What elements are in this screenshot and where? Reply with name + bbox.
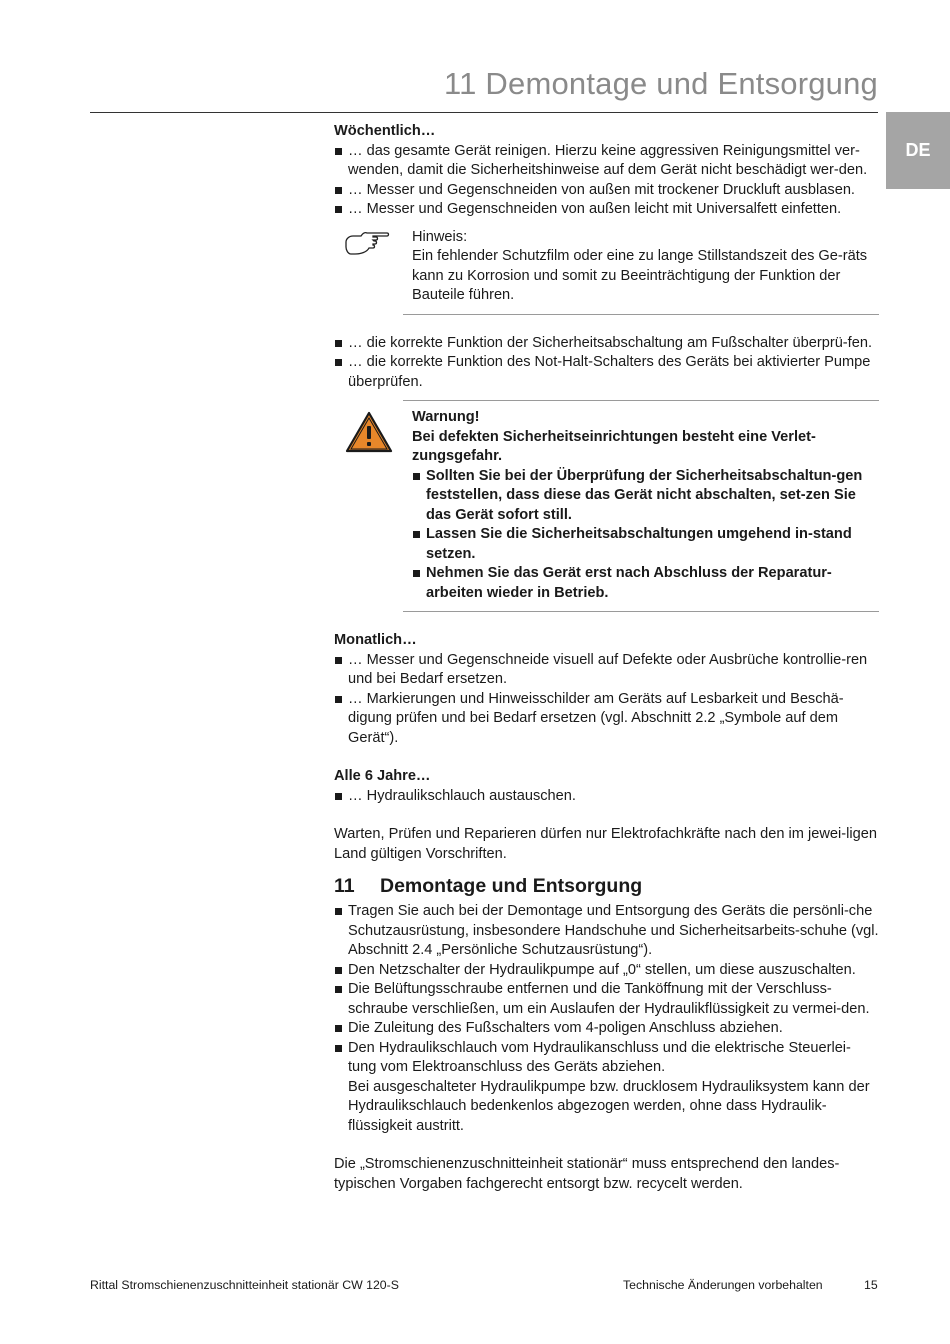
list-item: … die korrekte Funktion der Sicherheitsabschaltung am Fußschalter überprü-fen. [334,334,879,354]
note-label: Hinweis: [412,228,468,245]
warning-box [403,400,879,612]
six-years-list [334,787,879,807]
weekly-heading: Wöchentlich… [334,123,436,139]
list-item: Die Zuleitung des Fußschalters vom 4-poligen Anschluss abziehen. [334,1019,879,1039]
note-box [403,228,879,315]
continuation-paragraph: Bei ausgeschalteter Hydraulikpumpe bzw. drucklosem Hydrauliksystem kann der Hydraulikschlauch bedenkenlos abgezogen werden, ohne dass Hydraulik-flüssigkeit austritt. [348,1078,870,1134]
section-title: Demontage und Entsorgung [380,875,643,897]
footer-notice: Technische Änderungen vorbehalten [623,1278,823,1292]
main-content [334,122,879,1194]
monthly-list [334,651,879,749]
weekly-list-2 [334,334,879,393]
list-item: … Messer und Gegenschneide visuell auf Defekte oder Ausbrüche kontrollie-ren und bei Bedarf ersetzen. [334,651,879,690]
list-item: Tragen Sie auch bei der Demontage und Entsorgung des Geräts die persönli-che Schutzausrüstung, insbesondere Handschuhe und Sicherheitsarbeits-schuhe (vgl. Abschnitt 2.4 „Persönliche Schutzausrüstung“). [334,902,879,961]
section-number: 11 [334,875,355,897]
list-item: … Hydraulikschlauch austauschen. [334,787,879,807]
pointing-hand-icon [343,230,391,258]
note-text: Ein fehlender Schutzfilm oder eine zu lange Stillstandszeit des Ge-räts kann zu Korrosion und somit zu Beeinträchtigung der Funktion der Bauteile führen. [412,248,868,303]
disposal-paragraph: Die „Stromschienenzuschnitteinheit stationär“ muss entsprechend den landes-typischen Vorgaben fachgerecht entsorgt bzw. recycelt werden. [334,1156,840,1192]
header-rule [90,112,878,113]
list-item: … Messer und Gegenschneiden von außen mit trockener Druckluft ausblasen. [334,181,879,201]
list-item: … Messer und Gegenschneiden von außen leicht mit Universalfett einfetten. [334,200,879,220]
maintenance-paragraph: Warten, Prüfen und Reparieren dürfen nur Elektrofachkräfte nach den im jewei-ligen Land gültigen Vorschriften. [334,826,877,862]
language-tab: DE [886,112,950,189]
list-item: Den Hydraulikschlauch vom Hydraulikanschluss und die elektrische Steuerlei-tung vom Elektroanschluss des Geräts abziehen. [334,1039,879,1078]
list-item: Den Netzschalter der Hydraulikpumpe auf „0“ stellen, um diese auszuschalten. [334,961,879,981]
six-years-heading: Alle 6 Jahre… [334,768,431,784]
monthly-heading: Monatlich… [334,632,417,648]
list-item: Lassen Sie die Sicherheitsabschaltungen umgehend in-stand setzen. [412,525,879,564]
weekly-list [334,142,879,220]
warning-title: Warnung! [412,409,480,425]
list-item: … die korrekte Funktion des Not-Halt-Schalters des Geräts bei aktivierter Pumpe überprüfen. [334,353,879,392]
warning-text: Bei defekten Sicherheitseinrichtungen besteht eine Verlet-zungsgefahr. [412,428,816,464]
section-heading [334,874,879,898]
chapter-header-title: 11 Demontage und Entsorgung [444,66,878,101]
warning-triangle-icon [345,411,393,453]
list-item: … Markierungen und Hinweisschilder am Geräts auf Lesbarkeit und Beschä-digung prüfen und bei Bedarf ersetzen (vgl. Abschnitt 2.2 „Symbole auf dem Gerät“). [334,690,879,749]
footer-product: Rittal Stromschienenzuschnitteinheit stationär CW 120-S [90,1278,399,1292]
warning-list [412,467,879,604]
list-item: Sollten Sie bei der Überprüfung der Sicherheitsabschaltun-gen feststellen, dass diese das Gerät nicht abschalten, set-zen Sie das Gerät sofort still. [412,467,879,526]
disassembly-list [334,902,879,1078]
list-item: … das gesamte Gerät reinigen. Hierzu keine aggressiven Reinigungsmittel ver-wenden, damit die Sicherheitshinweise auf dem Gerät nicht beschädigt wer-den. [334,142,879,181]
list-item: Nehmen Sie das Gerät erst nach Abschluss der Reparatur-arbeiten wieder in Betrieb. [412,564,879,603]
list-item: Die Belüftungsschraube entfernen und die Tanköffnung mit der Verschluss-schraube verschließen, um ein Auslaufen der Hydraulikflüssigkeit zu vermei-den. [334,980,879,1019]
page-number: 15 [864,1278,878,1292]
